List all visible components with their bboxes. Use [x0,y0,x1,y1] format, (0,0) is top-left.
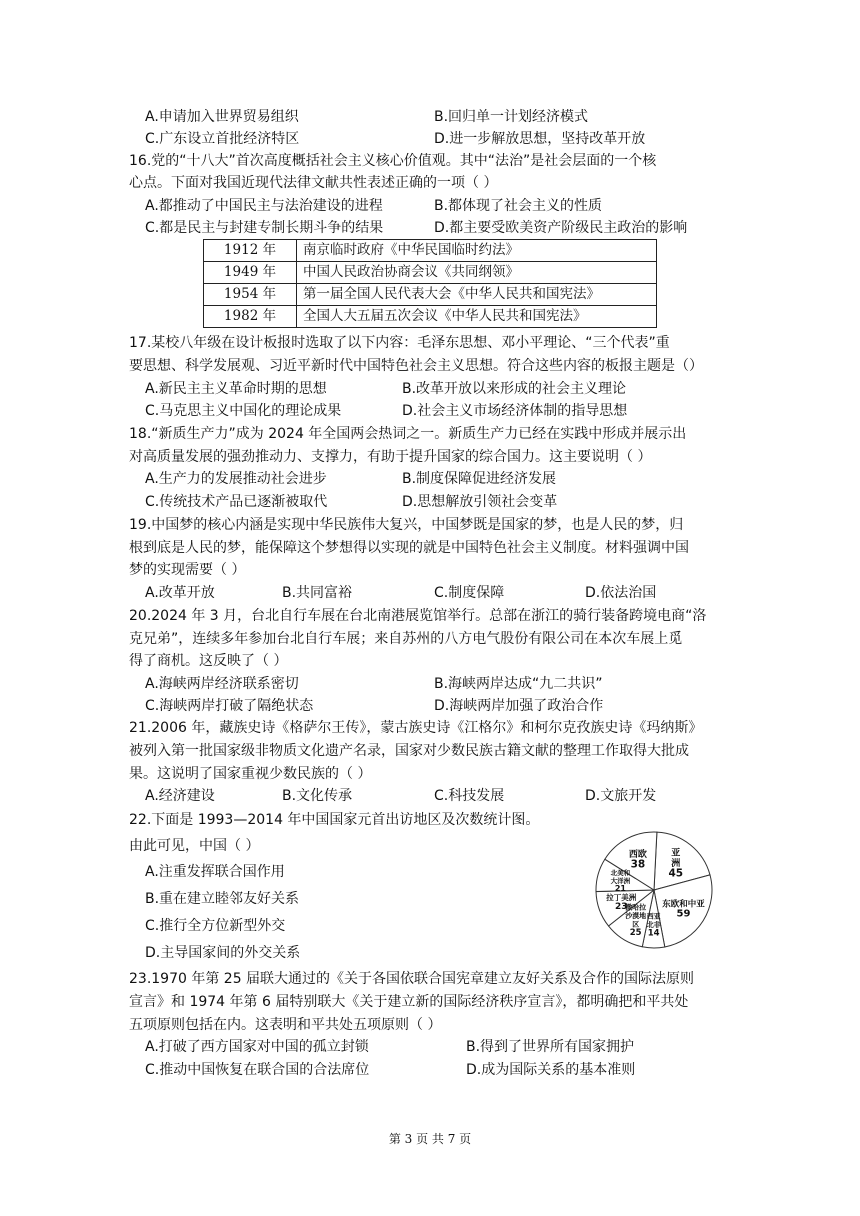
q23-stem-line2: 宣言》和 1974 年第 6 届特别联大《关于建立新的国际经济秩序宣言》，都明确把和平共处 [129,994,689,1010]
q18-option-d: D.思想解放引领社会变革 [402,494,558,510]
table-doc-cell: 南京临时政府《中华民国临时约法》 [297,240,657,262]
pie-slice-label: 撒哈拉沙漠地区 25 [625,903,647,938]
q19-option-d: D.依法治国 [585,585,657,601]
table-row [204,284,657,306]
q22-option-b: B.重在建立睦邻友好关系 [145,891,300,907]
q22-stem-line1: 22.下面是 1993—2014 年中国国家元首出访地区及次数统计图。 [129,812,540,828]
q23-option-b: B.得到了世界所有国家拥护 [466,1039,635,1055]
q20-option-d: D.海峡两岸加强了政治合作 [434,698,604,714]
table-doc-cell: 全国人大五届五次会议《中华人民共和国宪法》 [297,306,657,328]
q16-option-a: A.都推动了中国民主与法治建设的进程 [145,198,383,214]
q20-option-a: A.海峡两岸经济联系密切 [145,676,299,692]
q23-option-d: D.成为国际关系的基本准则 [466,1062,636,1078]
q16-stem-line2: 心点。下面对我国近现代法律文献共性表述正确的一项（ ） [129,175,498,191]
q15-option-d: D.进一步解放思想，坚持改革开放 [434,131,646,147]
q16-option-d: D.都主要受欧美资产阶级民主政治的影响 [434,220,688,236]
q18-option-c: C.传统技术产品已逐渐被取代 [145,494,328,510]
q21-stem-line3: 果。这说明了国家重视少数民族的（ ） [129,766,372,782]
table-doc-cell: 第一届全国人民代表大会《中华人民共和国宪法》 [297,284,657,306]
q19-option-b: B.共同富裕 [282,585,353,601]
q22-option-d: D.主导国家间的外交关系 [145,945,301,961]
q23-stem-line3: 五项原则包括在内。这表明和平共处五项原则（ ） [129,1017,442,1033]
q23-option-c: C.推动中国恢复在联合国的合法席位 [145,1062,370,1078]
q16-option-c: C.都是民主与封建专制长期斗争的结果 [145,220,384,236]
q17-option-d: D.社会主义市场经济体制的指导思想 [402,403,628,419]
q17-stem-line1: 17.某校八年级在设计板报时选取了以下内容：毛泽东思想、邓小平理论、“三个代表”重 [129,335,670,351]
visits-pie-chart [574,826,734,954]
q21-stem-line2: 被列入第一批国家级非物质文化遗产名录，国家对少数民族古籍文献的整理工作取得大批成 [129,743,689,759]
pie-slice-label: 西欧 38 [628,850,647,871]
q20-option-c: C.海峡两岸打破了隔绝状态 [145,698,314,714]
q15-option-b: B.回归单一计划经济模式 [434,109,589,125]
q19-option-c: C.制度保障 [434,585,505,601]
q20-stem-line3: 得了商机。这反映了（ ） [129,653,288,669]
q16-option-b: B.都体现了社会主义的性质 [434,198,603,214]
table-year-cell: 1949 年 [204,262,297,284]
q18-stem-line1: 18.“新质生产力”成为 2024 年全国两会热词之一。新质生产力已经在实践中形成并展示出 [129,426,687,442]
q20-stem-line1: 20.2024 年 3 月，台北自行车展在台北南港展览馆举行。总部在浙江的骑行装备跨境电商“洛 [129,608,707,624]
table-year-cell: 1982 年 [204,306,297,328]
q20-stem-line2: 克兄弟”，连续多年参加台北自行车展；来自苏州的八方电气股份有限公司在本次车展上觅 [129,631,683,647]
q16-stem-line1: 16.党的“十八大”首次高度概括社会主义核心价值观。其中“法治”是社会层面的一个核 [129,153,657,169]
q22-option-c: C.推行全方位新型外交 [145,918,286,934]
pie-slice-label: 西亚北非 14 [646,912,661,939]
q18-stem-line2: 对高质量发展的强劲推动力、支撑力，有助于提升国家的综合国力。这主要说明（ ） [129,449,652,465]
q22-option-a: A.注重发挥联合国作用 [145,864,285,880]
q17-option-c: C.马克思主义中国化的理论成果 [145,403,342,419]
q21-option-a: A.经济建设 [145,788,215,804]
q21-option-c: C.科技发展 [434,788,505,804]
pie-slice-label: 亚洲 45 [668,848,684,880]
law-documents-table [203,239,657,328]
page-footer: 第 3 页 共 7 页 [388,1132,472,1146]
q15-option-c: C.广东设立首批经济特区 [145,131,300,147]
pie-slice-label: 东欧和中亚 59 [662,899,705,920]
table-row [204,240,657,262]
q21-option-d: D.文旅开发 [585,788,657,804]
pie-slice-label: 北美和大洋洲 21 [610,869,631,894]
table-doc-cell: 中国人民政治协商会议《共同纲领》 [297,262,657,284]
q21-option-b: B.文化传承 [282,788,353,804]
table-row [204,262,657,284]
q17-option-b: B.改革开放以来形成的社会主义理论 [402,381,627,397]
q20-option-b: B.海峡两岸达成“九二共识” [434,676,603,692]
table-year-cell: 1912 年 [204,240,297,262]
table-row [204,306,657,328]
q19-option-a: A.改革开放 [145,585,215,601]
q22-stem-line2: 由此可见，中国（ ） [129,838,260,854]
pie-slice-label: 拉丁美洲 23 [606,893,637,912]
q18-option-a: A.生产力的发展推动社会进步 [145,471,327,487]
q15-option-a: A.申请加入世界贸易组织 [145,109,299,125]
q19-stem-line2: 根到底是人民的梦，能保障这个梦想得以实现的就是中国特色社会主义制度。材料强调中国 [129,540,689,556]
q17-option-a: A.新民主主义革命时期的思想 [145,381,327,397]
q23-option-a: A.打破了西方国家对中国的孤立封锁 [145,1039,369,1055]
q21-stem-line1: 21.2006 年，藏族史诗《格萨尔王传》，蒙古族史诗《江格尔》和柯尔克孜族史诗《玛纳斯》 [129,720,703,736]
q23-stem-line1: 23.1970 年第 25 届联大通过的《关于各国依联合国宪章建立友好关系及合作的国际法原则 [129,971,695,987]
q18-option-b: B.制度保障促进经济发展 [402,471,557,487]
q17-stem-line2: 要思想、科学发展观、习近平新时代中国特色社会主义思想。符合这些内容的板报主题是（） [129,358,703,374]
q19-stem-line3: 梦的实现需要（ ） [129,562,246,578]
table-year-cell: 1954 年 [204,284,297,306]
q19-stem-line1: 19.中国梦的核心内涵是实现中华民族伟大复兴，中国梦既是国家的梦，也是人民的梦，归 [129,517,684,533]
